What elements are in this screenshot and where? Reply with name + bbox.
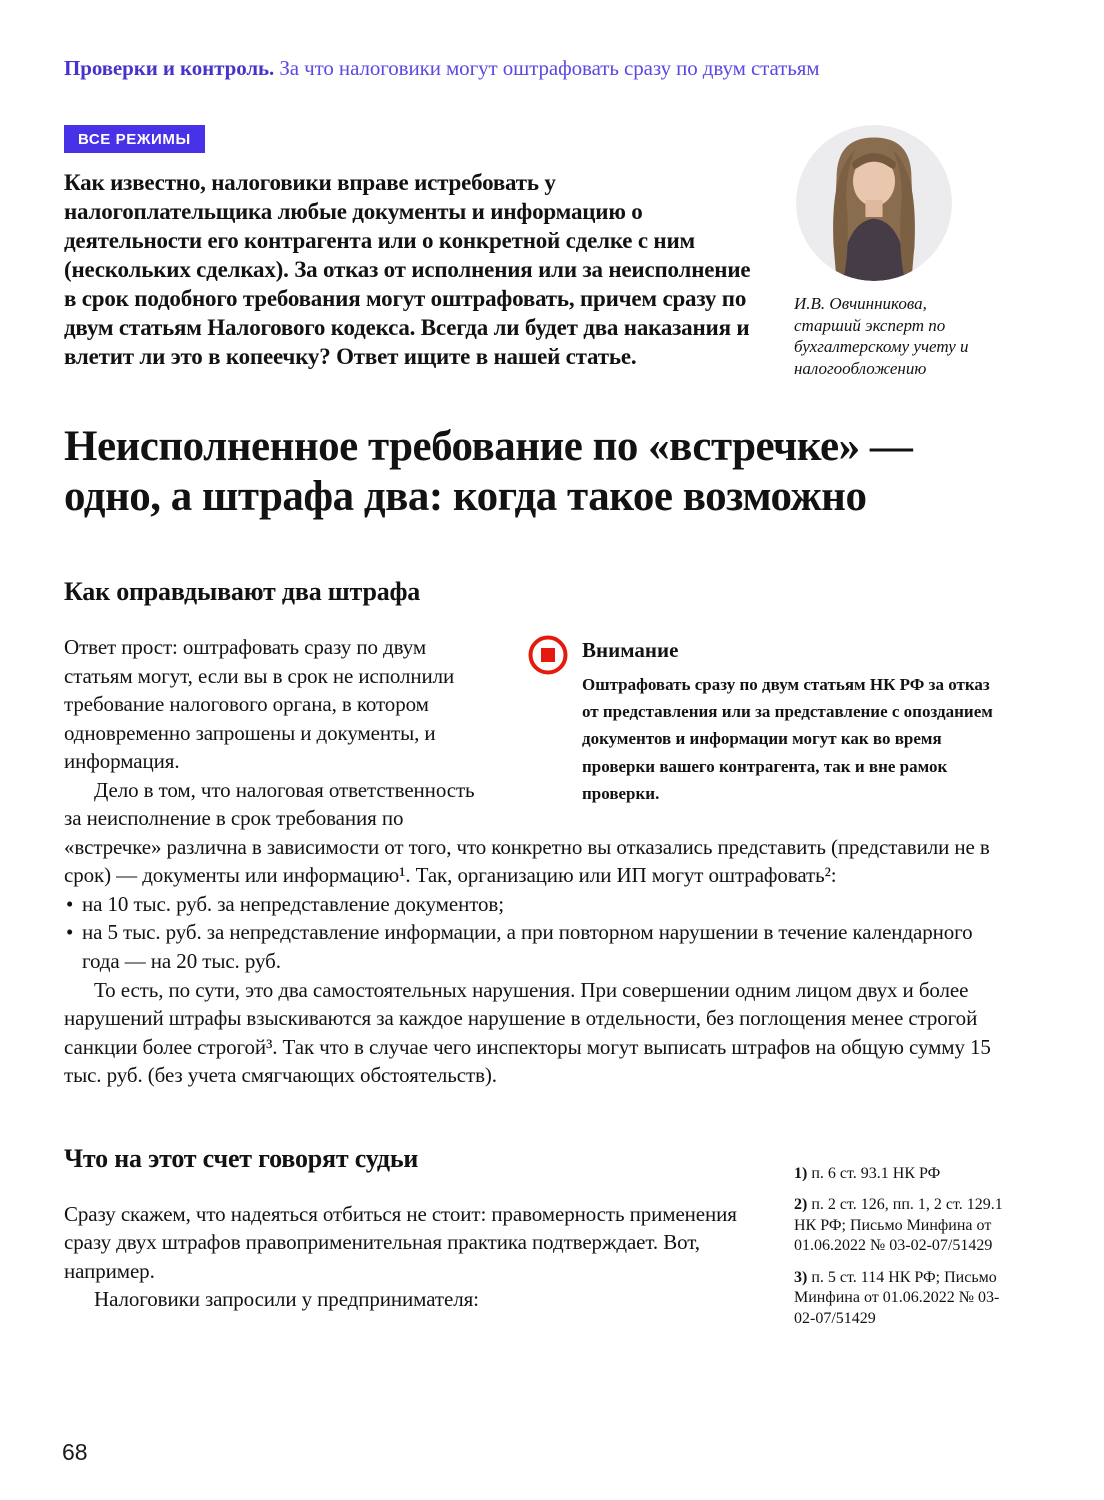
rubric-subtitle: За что налоговики могут оштрафовать сразу по двум статьям <box>279 56 820 80</box>
paragraph: Сразу скажем, что надеяться отбиться не стоит: правомерность применения сразу двух штрафов правоприменительная практика подтверждает. Вот, например. <box>64 1201 737 1283</box>
section-1-body <box>64 633 1010 1090</box>
paragraph: Дело в том, что налоговая ответственность за неисполнение в срок требования по «встречке» различна в зависимости от того, что конкретно вы отказались представить (представили не в срок) — документы или информацию¹. Так, организацию или ИП могут оштрафовать²: <box>64 777 990 888</box>
footnote-number: 1) <box>794 1164 808 1182</box>
list-item: • на 10 тыс. руб. за непредставление документов; <box>82 890 1010 919</box>
footnote-3 <box>794 1268 1010 1329</box>
author-role: старший эксперт по бухгалтерскому учету и налогообложению <box>794 315 969 378</box>
attention-text: Оштрафовать сразу по двум статьям НК РФ за отказ от представления или за представление с опозданием документов и информации могут как во время проверки вашего контрагента, так и вне рамок проверки. <box>582 674 993 803</box>
attention-body <box>582 635 1010 807</box>
article-lede: Как известно, налоговики вправе истребовать у налогоплательщика любые документы и информацию о деятельности его контрагента или о конкретной сделке с ним (нескольких сделках). За отказ от исполнения или за неисполнение в срок подобного требования могут оштрафовать, причем сразу по двум статьям Налогового кодекса. Всегда ли будет два наказания и влетит ли это в копеечку? Ответ ищите в нашей статье. <box>64 170 751 369</box>
attention-icon <box>528 635 568 675</box>
footnote-text: п. 2 ст. 126, пп. 1, 2 ст. 129.1 НК РФ; Письмо Минфина от 01.06.2022 № 03-02-07/51429 <box>794 1196 1003 1255</box>
section-heading-2: Что на этот счет говорят судьи <box>64 1143 419 1173</box>
author-caption <box>794 293 1010 379</box>
footnote-2 <box>794 1195 1010 1256</box>
section-2-row <box>64 1098 1010 1340</box>
intro-row <box>64 125 1010 379</box>
regimes-badge: ВСЕ РЕЖИМЫ <box>64 125 205 153</box>
attention-callout <box>528 635 1010 807</box>
list-item: • на 5 тыс. руб. за непредставление информации, а при повторном нарушении в течение календарного года — на 20 тыс. руб. <box>82 918 1010 975</box>
section-2-body <box>64 1098 764 1340</box>
author-name: И.В. Овчинникова, <box>794 294 927 314</box>
page-hat <box>64 56 1010 81</box>
footnote-number: 3) <box>794 1268 808 1286</box>
section-heading-1: Как оправдывают два штрафа <box>64 576 421 606</box>
rubric-kicker: Проверки и контроль. <box>64 56 275 80</box>
footnote-text: п. 5 ст. 114 НК РФ; Письмо Минфина от 01.06.2022 № 03-02-07/51429 <box>794 1268 1000 1327</box>
fine-list <box>64 890 1010 976</box>
paragraph: То есть, по сути, это два самостоятельных нарушения. При совершении одним лицом двух и более нарушений штрафы взыскиваются за каждое нарушение в отдельности, без поглощения менее строгой санкции более строгой³. Так что в случае чего инспекторы могут выписать штрафов на общую сумму 15 тыс. руб. (без учета смягчающих обстоятельств). <box>64 977 991 1088</box>
attention-title: Внимание <box>582 637 679 662</box>
footnotes-column <box>794 1098 1010 1340</box>
footnote-1 <box>794 1164 1010 1184</box>
footnote-text: п. 6 ст. 93.1 НК РФ <box>811 1164 941 1182</box>
intro-column <box>64 125 764 379</box>
paragraph: Налоговики запросили у предпринимателя: <box>94 1287 479 1312</box>
author-photo <box>796 125 952 281</box>
paragraph: Ответ прост: оштрафовать сразу по двум статьям могут, если вы в срок не исполнили требование налогового органа, в котором одновременно запрошены и документы, и информация. <box>64 634 455 774</box>
article-title: Неисполненное требование по «встречке» — одно, а штрафа два: когда такое возможно <box>64 422 913 521</box>
page-number: 68 <box>62 1439 88 1465</box>
footnote-number: 2) <box>794 1196 808 1214</box>
author-block <box>794 125 1010 379</box>
portrait-illustration <box>796 125 952 281</box>
